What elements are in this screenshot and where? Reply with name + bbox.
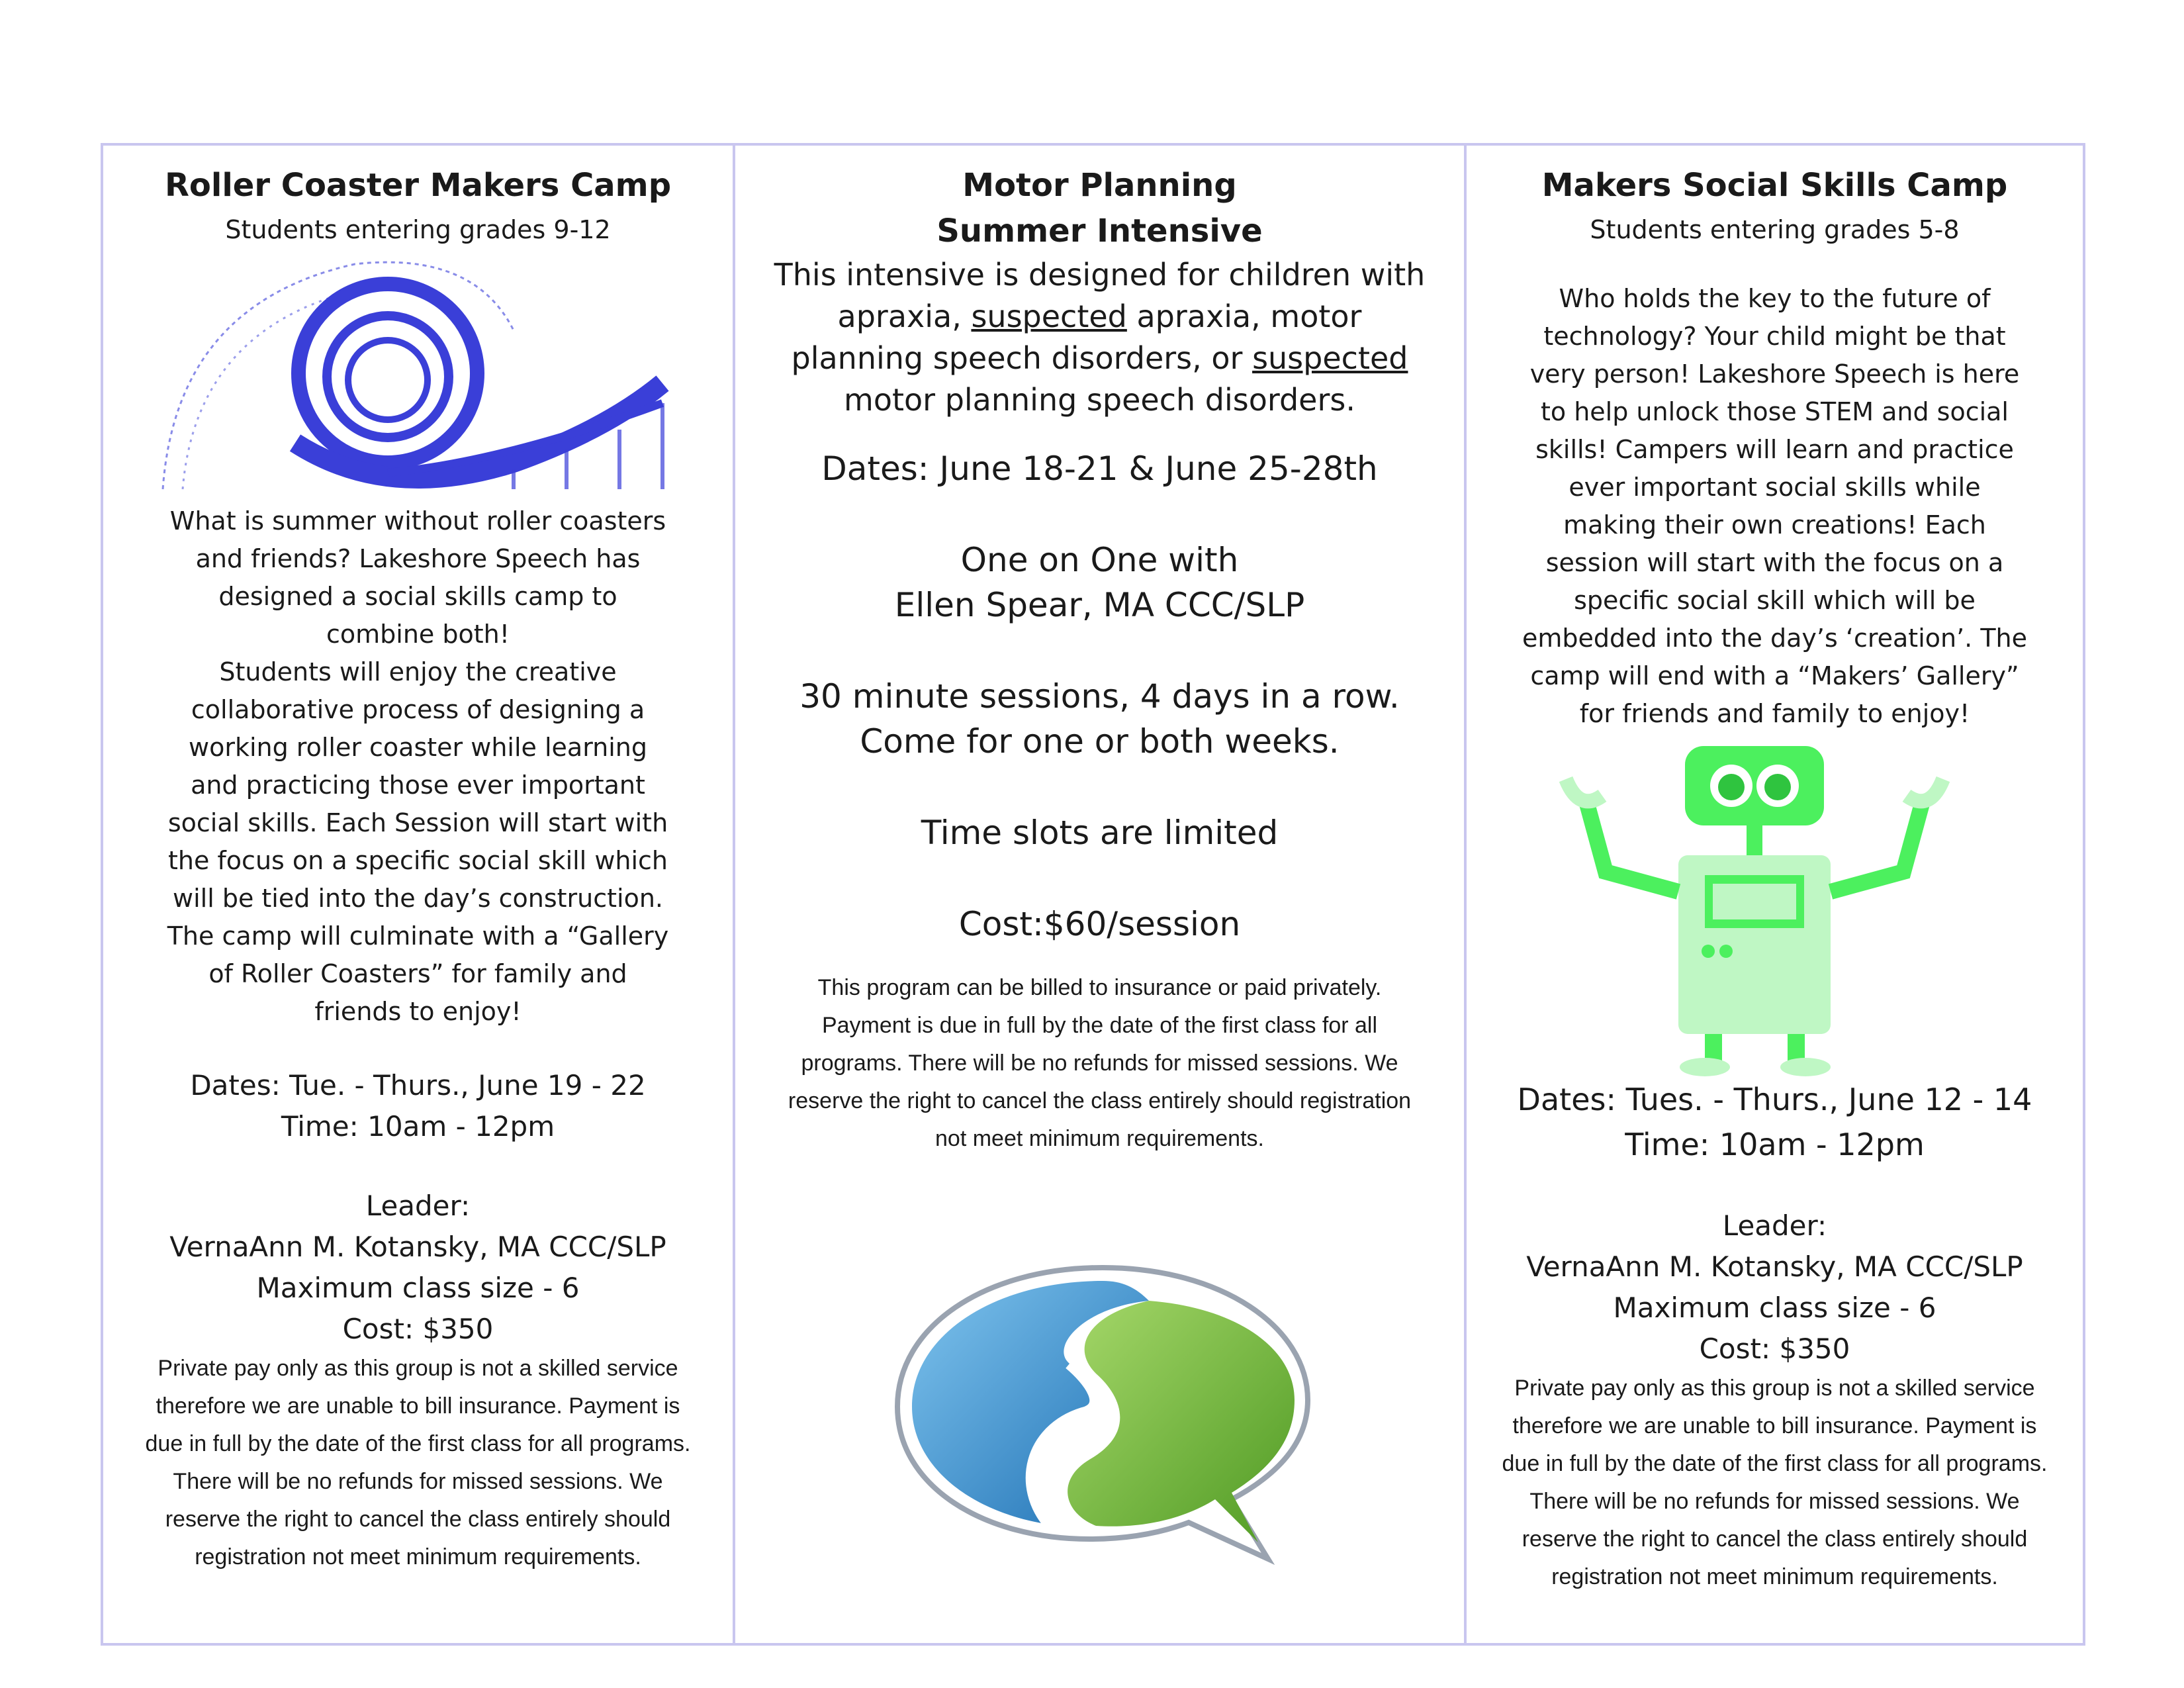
note-line: programs. There will be no refunds for missed sessions. We <box>801 1051 1398 1076</box>
note-line: registration not meet minimum requirements. <box>1551 1564 1998 1589</box>
intro-underlined: suspected <box>971 299 1127 334</box>
camp-cost: Cost: $350 <box>342 1313 494 1345</box>
one-on-one-line2: Ellen Spear, MA CCC/SLP <box>894 586 1305 624</box>
program-cost: Cost:$60/session <box>958 905 1241 943</box>
robot-illustration <box>1467 733 2083 1077</box>
intro-line: motor planning speech disorders. <box>844 382 1355 418</box>
camp-dates: Dates: Tues. - Thurs., June 12 - 14 <box>1517 1082 2032 1117</box>
program-dates: Dates: June 18-21 & June 25-28th <box>821 449 1378 488</box>
description-line: ever important social skills while <box>1569 473 1981 502</box>
description-line: collaborative process of designing a <box>191 695 645 724</box>
sessions-line2: Come for one or both weeks. <box>860 722 1340 761</box>
program-title-line2: Summer Intensive <box>936 212 1263 250</box>
description-line: to help unlock those STEM and social <box>1540 397 2009 426</box>
note-line: therefore we are unable to bill insurance. Payment is <box>1512 1413 2037 1438</box>
description-line: friends to enjoy! <box>314 997 522 1026</box>
camp-dates: Dates: Tue. - Thurs., June 19 - 22 <box>190 1069 646 1102</box>
roller-coaster-illustration <box>103 251 733 502</box>
leader-name: VernaAnn M. Kotansky, MA CCC/SLP <box>169 1231 666 1263</box>
intro-line <box>735 296 1464 338</box>
note-line: There will be no refunds for missed sessions. We <box>173 1469 663 1494</box>
description-line: camp will end with a “Makers’ Gallery” <box>1530 661 2019 690</box>
class-size: Maximum class size - 6 <box>1613 1291 1936 1324</box>
camp-time: Time: 10am - 12pm <box>281 1110 555 1143</box>
intro-line: This intensive is designed for children with <box>774 257 1426 293</box>
note-line: This program can be billed to insurance or paid privately. <box>817 975 1382 1000</box>
camp-time: Time: 10am - 12pm <box>1625 1127 1925 1162</box>
camp-title: Makers Social Skills Camp <box>1541 167 2008 204</box>
lakeshore-logo <box>871 1248 1334 1581</box>
note-line: therefore we are unable to bill insurance. Payment is <box>156 1393 680 1419</box>
grade-range: Students entering grades 9-12 <box>225 215 611 244</box>
payment-note <box>1467 1370 2083 1596</box>
grade-range: Students entering grades 5-8 <box>1590 215 1960 244</box>
description-line: combine both! <box>326 620 510 649</box>
note-line: reserve the right to cancel the class entirely should <box>165 1507 671 1532</box>
speech-bubble-logo-icon <box>871 1248 1334 1579</box>
program-title-line1: Motor Planning <box>962 167 1237 204</box>
time-slots: Time slots are limited <box>921 814 1279 852</box>
one-on-one-line1: One on One with <box>960 541 1239 579</box>
note-line: due in full by the date of the first class for all programs. <box>145 1431 691 1456</box>
roller-coaster-camp-column <box>103 146 733 1643</box>
class-size: Maximum class size - 6 <box>256 1272 580 1304</box>
description-line: What is summer without roller coasters <box>169 506 666 536</box>
intro-text: apraxia, <box>837 299 972 334</box>
payment-note <box>103 1350 733 1576</box>
sessions-line1: 30 minute sessions, 4 days in a row. <box>799 677 1400 716</box>
description-line: and practicing those ever important <box>191 771 645 800</box>
note-line: reserve the right to cancel the class entirely should <box>1522 1526 2028 1552</box>
description-line: session will start with the focus on a <box>1545 548 2004 577</box>
description-line: The camp will culminate with a “Gallery <box>167 921 669 951</box>
description-line: very person! Lakeshore Speech is here <box>1529 359 2020 389</box>
camp-description <box>103 502 733 1031</box>
program-intro <box>735 254 1464 421</box>
description-line: of Roller Coasters” for family and <box>208 959 627 988</box>
description-line: Who holds the key to the future of <box>1559 284 1991 313</box>
description-line: making their own creations! Each <box>1563 510 1986 539</box>
note-line: reserve the right to cancel the class entirely should registration <box>788 1088 1412 1113</box>
roller-coaster-icon <box>103 251 733 502</box>
motor-planning-column <box>733 146 1464 1643</box>
description-line: specific social skill which will be <box>1574 586 1976 615</box>
intro-underlined: suspected <box>1252 340 1408 376</box>
note-line: registration not meet minimum requirements. <box>195 1544 641 1570</box>
description-line: skills! Campers will learn and practice <box>1535 435 2014 464</box>
note-line: Payment is due in full by the date of the first class for all <box>821 1013 1378 1038</box>
intro-text: planning speech disorders, or <box>791 340 1253 376</box>
description-line: and friends? Lakeshore Speech has <box>195 544 641 573</box>
description-line: technology? Your child might be that <box>1543 322 2006 351</box>
description-line: working roller coaster while learning <box>189 733 647 762</box>
description-line: will be tied into the day’s construction. <box>173 884 663 913</box>
note-line: There will be no refunds for missed sessions. We <box>1529 1489 2020 1514</box>
description-line: social skills. Each Session will start with <box>167 808 668 837</box>
description-line: designed a social skills camp to <box>218 582 617 611</box>
note-line: due in full by the date of the first class for all programs. <box>1502 1451 2048 1476</box>
description-line: for friends and family to enjoy! <box>1579 699 1970 728</box>
description-line: the focus on a specific social skill which <box>167 846 668 875</box>
note-line: Private pay only as this group is not a skilled service <box>158 1356 678 1381</box>
camp-description <box>1467 280 2083 733</box>
description-line: Students will enjoy the creative <box>219 657 617 686</box>
camp-title: Roller Coaster Makers Camp <box>164 167 672 204</box>
makers-social-skills-column <box>1464 146 2083 1643</box>
brochure-panel-frame <box>101 143 2085 1646</box>
note-line: not meet minimum requirements. <box>935 1126 1264 1151</box>
intro-text: apraxia, motor <box>1126 299 1362 334</box>
robot-icon <box>1467 733 2083 1077</box>
payment-note <box>735 969 1464 1158</box>
camp-cost: Cost: $350 <box>1699 1333 1850 1365</box>
note-line: Private pay only as this group is not a skilled service <box>1514 1376 2035 1401</box>
intro-line <box>735 338 1464 379</box>
leader-name: VernaAnn M. Kotansky, MA CCC/SLP <box>1526 1250 2023 1283</box>
description-line: embedded into the day’s ‘creation’. The <box>1522 624 2027 653</box>
leader-label: Leader: <box>365 1190 471 1222</box>
leader-label: Leader: <box>1722 1209 1827 1242</box>
